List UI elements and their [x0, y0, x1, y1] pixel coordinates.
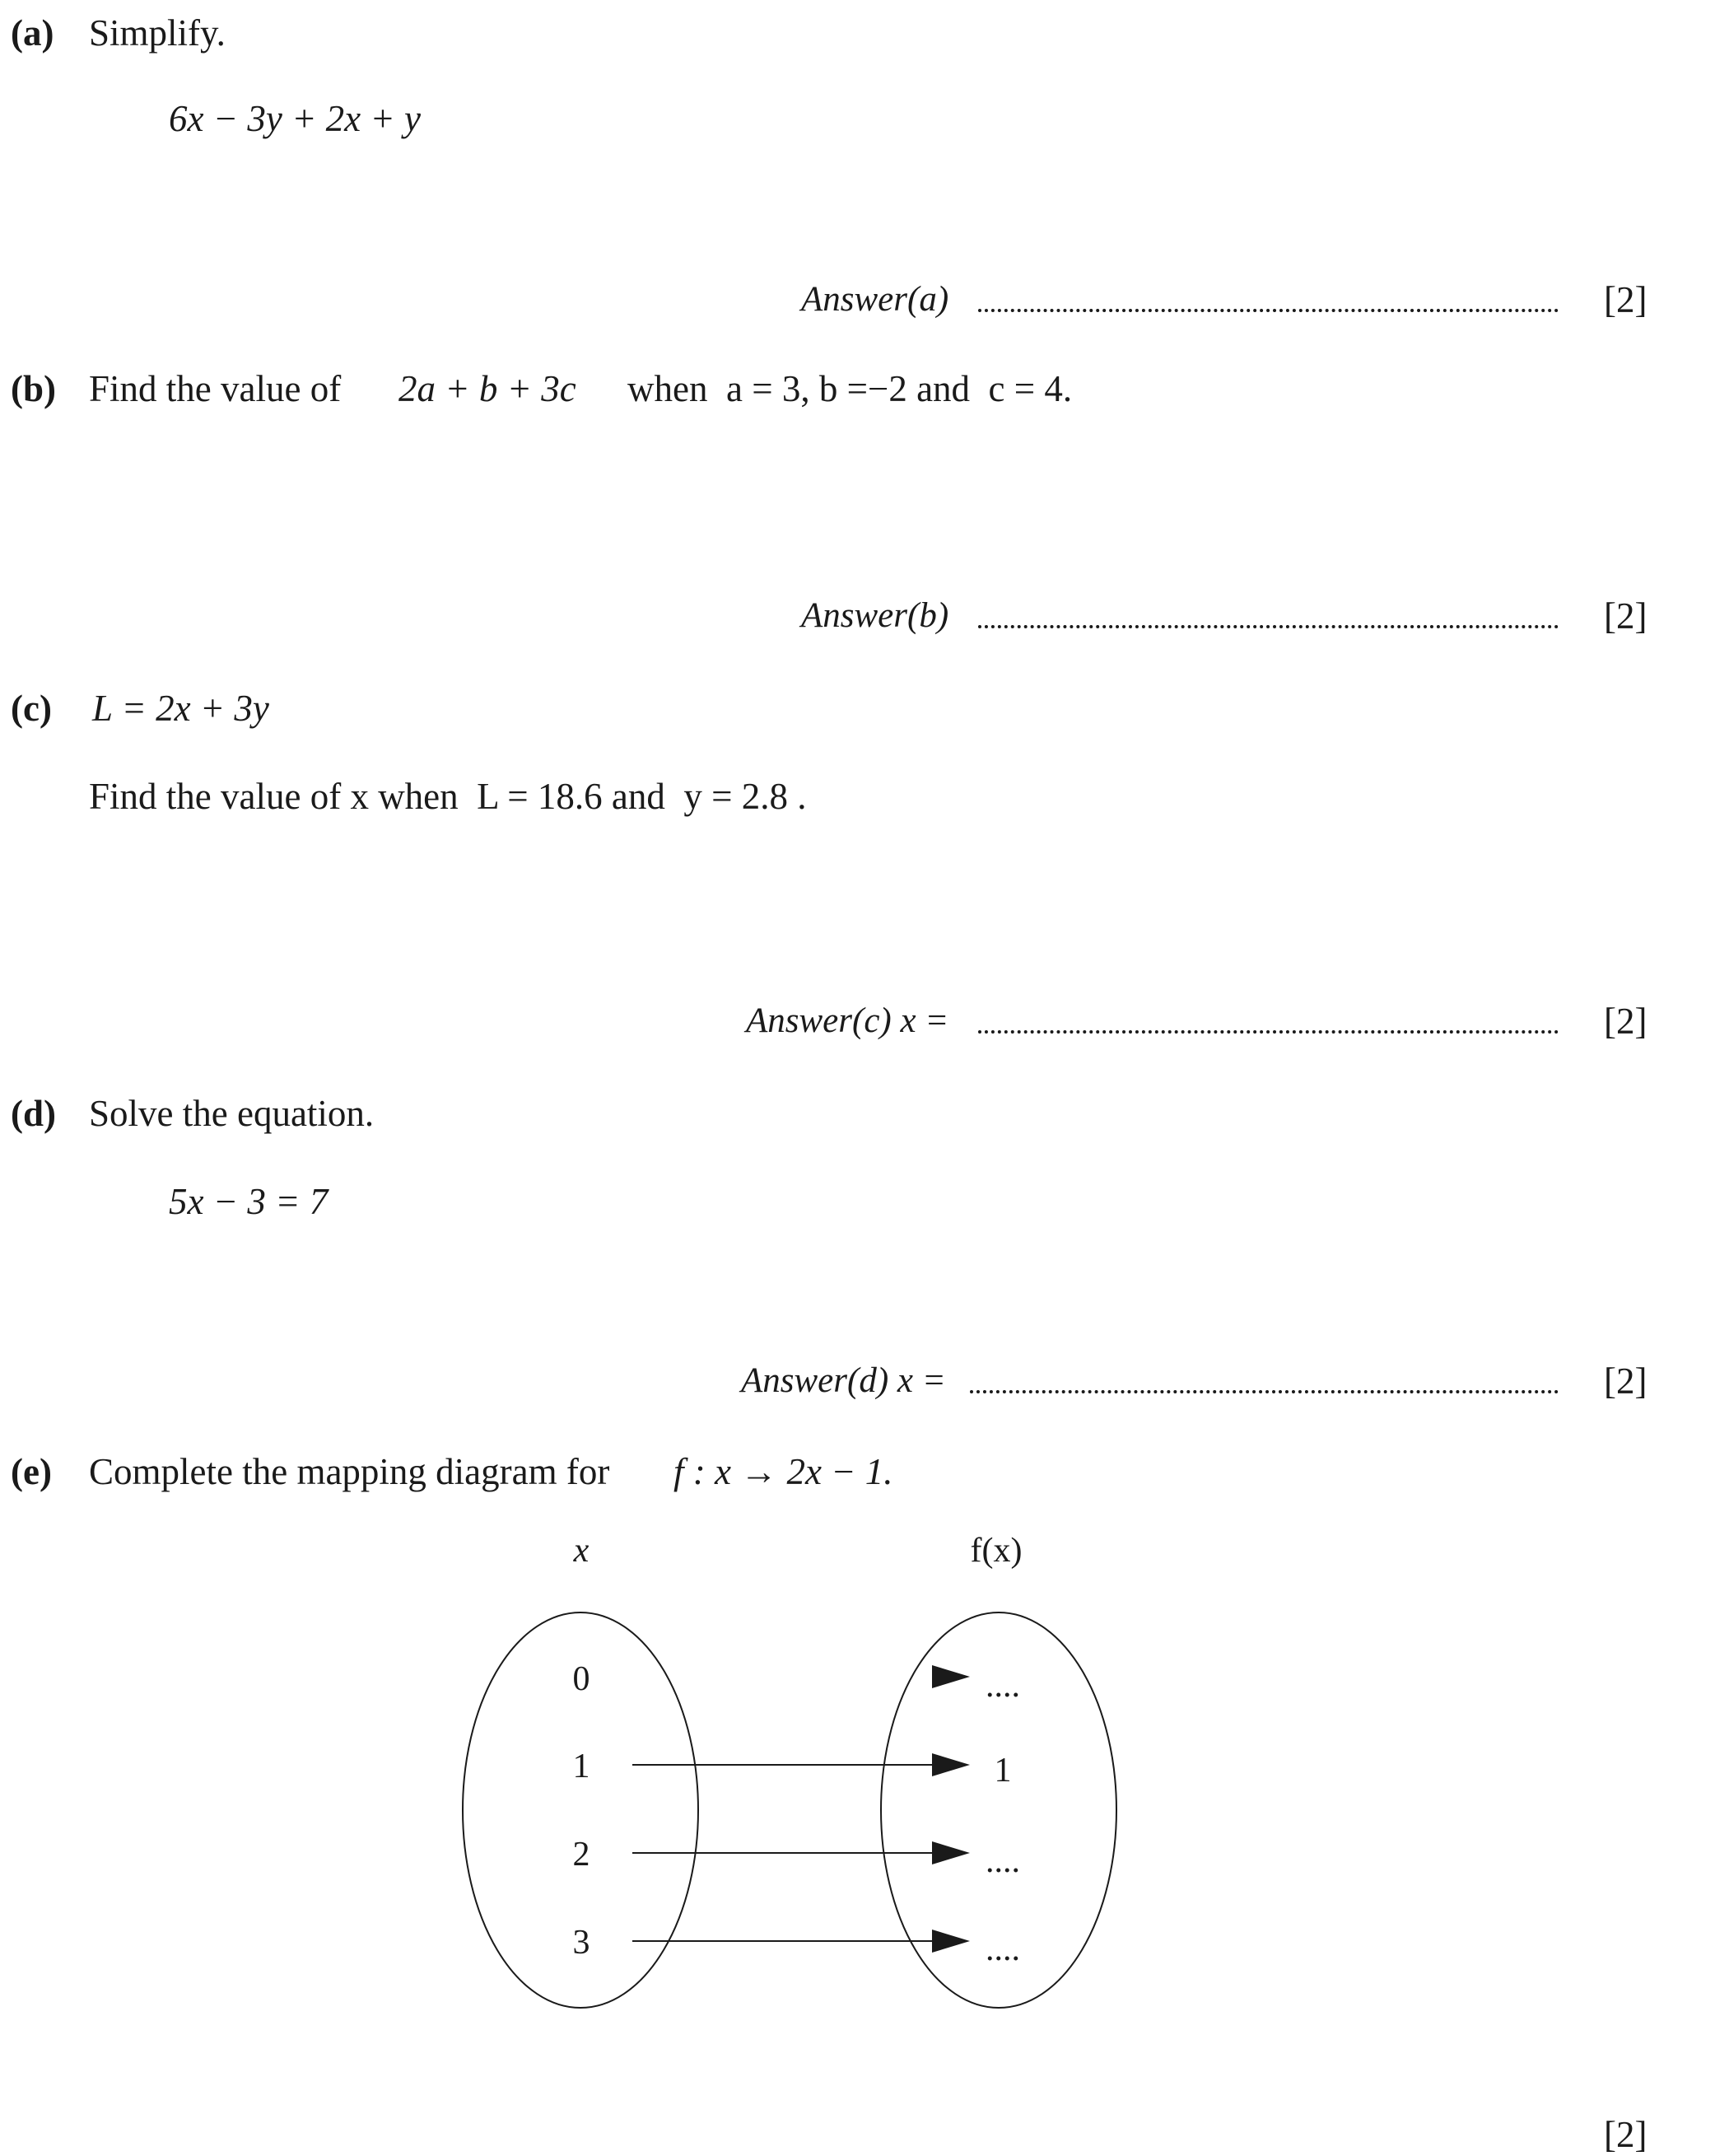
part-d-instruction: Solve the equation. — [89, 1093, 375, 1134]
mapping-diagram — [0, 1499, 1729, 2075]
part-a-mark: [2] — [1604, 279, 1647, 320]
part-e-function: f : x → 2x − 1. — [673, 1451, 893, 1492]
part-a-instruction: Simplify. — [89, 12, 226, 54]
answer-a-line[interactable] — [978, 309, 1559, 312]
arrowhead-icon — [932, 1753, 970, 1776]
answer-d-line[interactable] — [970, 1390, 1559, 1393]
part-b-mark: [2] — [1604, 595, 1647, 637]
answer-c-line[interactable] — [978, 1030, 1559, 1034]
part-d-equation: 5x − 3 = 7 — [169, 1181, 329, 1222]
part-b-expression: 2a + b + 3c — [398, 368, 576, 409]
part-b-prefix: Find the value of — [89, 368, 342, 409]
part-c-formula: L = 2x + 3y — [92, 688, 269, 729]
range-value[interactable]: .... — [986, 1930, 1020, 1968]
part-c-instruction: Find the value of x when L = 18.6 and y = 2.8 . — [89, 776, 807, 817]
part-d-mark: [2] — [1604, 1360, 1647, 1402]
arrowhead-icon — [932, 1841, 970, 1864]
arrowhead-icon — [932, 1665, 970, 1688]
answer-b-label: Answer(b) — [801, 596, 949, 635]
part-b-label: (b) — [11, 368, 56, 409]
domain-title: x — [573, 1532, 590, 1570]
range-value[interactable]: .... — [986, 1842, 1020, 1880]
answer-d-label: Answer(d) x = — [741, 1361, 946, 1400]
range-value[interactable]: .... — [986, 1667, 1020, 1705]
range-value: 1 — [994, 1752, 1012, 1790]
part-e-label: (e) — [11, 1451, 52, 1492]
part-a-label: (a) — [11, 12, 54, 54]
part-e-instruction: Complete the mapping diagram for — [89, 1451, 610, 1492]
answer-b-line[interactable] — [978, 625, 1559, 628]
answer-c-label: Answer(c) x = — [746, 1001, 949, 1040]
domain-value: 1 — [572, 1748, 590, 1785]
range-title: f(x) — [970, 1532, 1023, 1570]
domain-value: 2 — [572, 1836, 590, 1874]
part-c-mark: [2] — [1604, 1001, 1647, 1042]
part-e-mark: [2] — [1604, 2114, 1647, 2155]
answer-a-label: Answer(a) — [801, 280, 949, 319]
part-a-expression: 6x − 3y + 2x + y — [169, 98, 421, 139]
part-b-condition: when a = 3, b =−2 and c = 4. — [627, 368, 1073, 409]
part-c-label: (c) — [11, 688, 52, 729]
domain-value: 0 — [572, 1660, 590, 1698]
arrowhead-icon — [932, 1930, 970, 1953]
part-d-label: (d) — [11, 1093, 56, 1134]
domain-value: 3 — [572, 1924, 590, 1962]
